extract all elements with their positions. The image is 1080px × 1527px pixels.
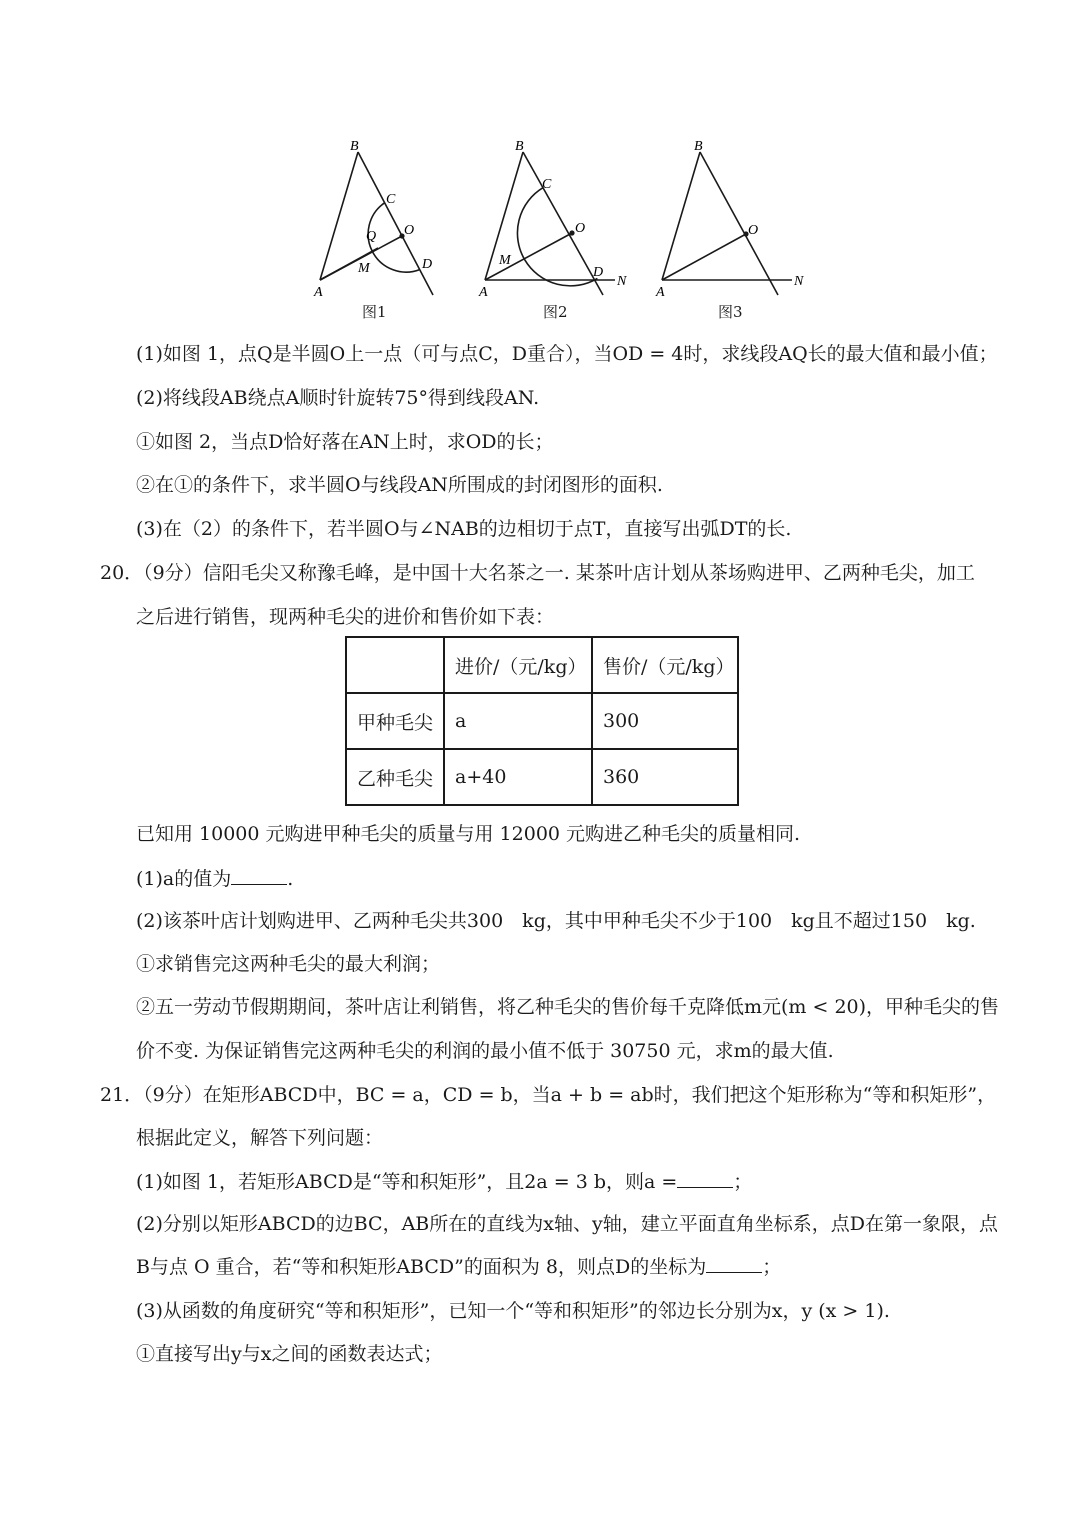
q20-part1-end: . xyxy=(287,868,294,890)
q20-intro: 20．（9分）信阳毛尖又称豫毛峰，是中国十大名茶之一. 某茶叶店计划从茶场购进甲、乙两种毛尖，加工 xyxy=(100,562,975,584)
q20-part2: (2)该茶叶店计划购进甲、乙两种毛尖共300 kg，其中甲种毛尖不少于100 kg且不超过150 kg. xyxy=(136,910,976,932)
fig2-label-n: N xyxy=(617,274,627,289)
fig3-label-n: N xyxy=(794,274,804,289)
fig1-label-c: C xyxy=(386,192,396,207)
q21-intro-cont: 根据此定义，解答下列问题： xyxy=(136,1127,384,1149)
fig2-label-o: O xyxy=(575,221,586,236)
table-cell: a xyxy=(444,693,592,749)
table-header-cell xyxy=(346,637,444,693)
fig2-label-m: M xyxy=(499,253,511,268)
q21-part2-cont xyxy=(136,1252,781,1281)
table-row xyxy=(346,749,738,805)
answer-blank[interactable] xyxy=(231,864,287,885)
q21-part2: (2)分别以矩形ABCD的边BC，AB所在的直线为x轴、y轴，建立平面直角坐标系，点D在第一象限，点 xyxy=(136,1213,998,1235)
q20-part2b: ②五一劳动节假期期间，茶叶店让利销售，将乙种毛尖的售价每千克降低m元(m < 20)，甲种毛尖的售 xyxy=(136,996,1000,1018)
fig1-label-o: O xyxy=(404,223,415,238)
fig3-label-b: B xyxy=(694,139,703,154)
q19-part2a: ①如图 2，当点D恰好落在AN上时，求OD的长； xyxy=(136,431,554,453)
q21-intro: 21．（9分）在矩形ABCD中，BC = a，CD = b，当a + b = ab时，我们把这个矩形称为“等和积矩形”， xyxy=(100,1084,997,1106)
q21-part3a: ①直接写出y与x之间的函数表达式； xyxy=(136,1343,443,1365)
fig1-label-a: A xyxy=(314,285,323,300)
figure-3 xyxy=(650,130,820,320)
fig3-label-o: O xyxy=(748,223,759,238)
q19-part3: (3)在（2）的条件下，若半圆O与∠NAB的边相切于点T，直接写出弧DT的长. xyxy=(136,518,792,540)
answer-blank[interactable] xyxy=(677,1167,733,1188)
q19-part2: (2)将线段AB绕点A顺时针旋转75°得到线段AN. xyxy=(136,387,540,409)
table-row xyxy=(346,693,738,749)
table-header-row xyxy=(346,637,738,693)
fig2-caption: 图2 xyxy=(543,303,568,321)
fig2-label-a: A xyxy=(479,285,488,300)
table-cell: 300 xyxy=(592,693,738,749)
q20-intro-cont: 之后进行销售，现两种毛尖的进价和售价如下表： xyxy=(136,606,555,628)
fig1-label-d: D xyxy=(422,257,433,272)
fig1-label-m: M xyxy=(358,261,370,276)
q21-part2-text: B与点 O 重合，若“等和积矩形ABCD”的面积为 8，则点D的坐标为 xyxy=(136,1256,707,1278)
fig1-label-b: B xyxy=(350,139,359,154)
fig1-label-q: Q xyxy=(366,229,377,244)
fig2-label-b: B xyxy=(515,139,524,154)
fig1-caption: 图1 xyxy=(362,303,387,321)
table-cell: 甲种毛尖 xyxy=(346,693,444,749)
q20-part1 xyxy=(136,864,293,893)
price-table xyxy=(345,636,739,806)
q21-part1 xyxy=(136,1167,752,1196)
q20-part2a: ①求销售完这两种毛尖的最大利润； xyxy=(136,953,441,975)
fig3-label-a: A xyxy=(656,285,665,300)
table-cell: 乙种毛尖 xyxy=(346,749,444,805)
q21-part2-end: ； xyxy=(762,1256,782,1278)
figure-1 xyxy=(300,130,450,320)
fig3-caption: 图3 xyxy=(718,303,743,321)
table-header-cell: 售价/（元/kg） xyxy=(592,637,738,693)
q21-part1-text: (1)如图 1，若矩形ABCD是“等和积矩形”，且2a = 3 b，则a = xyxy=(136,1171,678,1193)
q21-part1-end: ； xyxy=(733,1171,753,1193)
q20-known: 已知用 10000 元购进甲种毛尖的质量与用 12000 元购进乙种毛尖的质量相同. xyxy=(136,823,801,845)
table-header-cell: 进价/（元/kg） xyxy=(444,637,592,693)
fig2-label-d: D xyxy=(593,265,604,280)
q20-part2b-cont: 价不变. 为保证销售完这两种毛尖的利润的最小值不低于 30750 元，求m的最大值. xyxy=(136,1040,834,1062)
q19-part2b: ②在①的条件下，求半圆O与线段AN所围成的封闭图形的面积. xyxy=(136,474,663,496)
fig2-label-c: C xyxy=(542,177,552,192)
q21-part3: (3)从函数的角度研究“等和积矩形”，已知一个“等和积矩形”的邻边长分别为x，y (x > 1). xyxy=(136,1300,890,1322)
answer-blank[interactable] xyxy=(706,1252,762,1273)
q19-part1: (1)如图 1，点Q是半圆O上一点（可与点C，D重合），当OD = 4时，求线段AQ长的最大值和最小值； xyxy=(136,343,998,365)
figure-2 xyxy=(475,130,635,320)
q20-part1-text: (1)a的值为 xyxy=(136,868,232,890)
table-cell: a+40 xyxy=(444,749,592,805)
table-cell: 360 xyxy=(592,749,738,805)
